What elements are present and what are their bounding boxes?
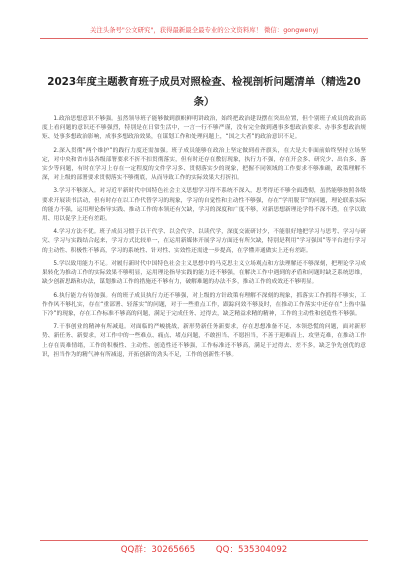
footer-qq-group: QQ群：30265665 — [120, 545, 196, 555]
paragraph-6: 6.执行能力有待加强。有的班子成员执行力还不够强，对上级的方针政策有理解不深刻的现象，抓落实工作抓得不够实，工作作风不够扎实，存在“重部署、轻落实”的问题，对于一些重点工作，跟踪问效不够及时，在推动工作落实中还存在“上热中温下冷”的现象，存在工作标准不够高的问题，满足于完成任务、过得去，缺乏精益求精的精神，工作的主动性和创造性不够强。 — [42, 292, 366, 317]
paragraph-2: 2.深入贯彻“两个维护”的践行力度还需加强。班子成员能够在政治上坚定做到看齐旗头，在大是大非面前始终坚持立场坚定，对中央和省市县各级部署要求不折不扣贯彻落实，但有时还存在敷衍现象，执行力不强，存在开会多、研究少、出台多、落实少等问题，有时在学习上存在一定程度的文件学习多、贯彻落实少的现象，把握不同领域的工作要求不够准确，政策理解不深，对上级的部署要求贯彻落实不够彻底，从而导致工作的实际效果大打折扣。 — [42, 147, 366, 182]
paragraph-3: 3.学习不够深入。对习近平新时代中国特色社会主义思想学习得不系统不深入，思考得还不够全面透彻，虽然能够按照各级要求开展读书活动，但有时存在以工作代替学习的现象，学习的自觉性和主动性不够强，存在“学用脱节”的问题，理论联系实际的能力不强，运用理论指导实践、推动工作的本领还有欠缺，学习的深度和广度不够，对新思想新理论学得不深不透，在学以致用、用以促学上还有差距。 — [42, 188, 366, 222]
footer-qq: QQ：535304092 — [215, 545, 288, 555]
header-divider — [40, 38, 368, 39]
header-banner: 关注头条号"公文研究"，获得最新最全最专业的公文资料库！ 微信：gongwenyj — [89, 26, 319, 34]
paragraph-5: 5.学以致用能力不足。对履行新时代中国特色社会主义思想中的马克思主义立场观点和方法理解还不够深刻，把理论学习成果转化为推动工作的实际效果不够明显，运用理论指导实践的能力还不够强，在解决工作中遇到的矛盾和问题时缺乏系统思维，缺少创新思路和办法，谋划推动工作的措施还不够有力，破解难题的办法不多，推动工作的成效还不够明显。 — [42, 260, 366, 286]
document-body — [42, 115, 366, 364]
footer-divider — [40, 540, 368, 541]
document-title: 2023年度主题教育班子成员对照检查、检视剖析问题清单（精选20条） — [47, 76, 361, 108]
paragraph-1: 1.政治思想意识不够强。虽然领导班子能够做到旗帜鲜明讲政治，始终把政治建设摆在突出位置，但个别班子成员的政治高度上看问题的意识还不够强烈，特别是在日常生活中，一言一行不够严谨，没有完全做到遇事多想政治要求、办事多想政治规矩、处事多想政治影响，成事多想政治效果，在谋划工作和处理问题上，“国之大者”的政治意识不足。 — [42, 116, 366, 141]
paragraph-7: 7.干事创业的精神有所减退。对面临的严峻挑战，新形势新任务新要求，存在思想准备不足、本领恐慌的问题，面对新形势、新任务、新要求，对工作中的一些难点、痛点、堵点问题，不敢担当、不愿担当，不善于迎难而上、攻坚克难，在推动工作上存在畏难情绪，工作的积极性、主动性、创造性还不够强，工作标准还不够高，满足于过得去、差不多，缺乏争先创优的意识，担当作为的精气神有所减退，开拓创新的劲头不足，工作的创新性不够。 — [42, 324, 366, 358]
footer-contact — [40, 543, 368, 557]
paragraph-4: 4.学习方法不优。班子成员习惯于以干代学、以会代学、以读代学，深度交流研讨少，不能很好地把学习与思考、学习与研究、学习与实践结合起来，学习方式比较单一，在运用新媒体开展学习方面还有所欠缺，特别是利用“学习强国”等平台进行学习的主动性、积极性不够高，学习的系统性、针对性、实效性还需进一步提高，在学懂弄通做实上还有差距。 — [42, 229, 366, 254]
